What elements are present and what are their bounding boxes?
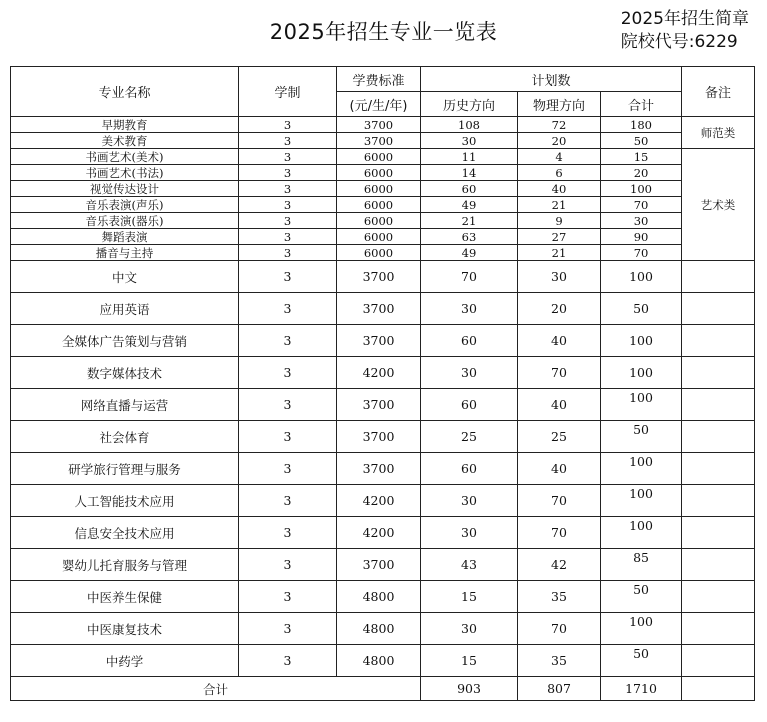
cell-fee: 3700 bbox=[337, 453, 421, 485]
cell-name: 早期教育 bbox=[11, 117, 239, 133]
cell-fee: 3700 bbox=[337, 421, 421, 453]
cell-name: 应用英语 bbox=[11, 293, 239, 325]
cell-physics: 21 bbox=[518, 245, 601, 261]
cell-name: 中文 bbox=[11, 261, 239, 293]
cell-physics: 35 bbox=[518, 581, 601, 613]
totals-row bbox=[11, 677, 755, 701]
cell-history: 11 bbox=[421, 149, 518, 165]
totals-history: 903 bbox=[421, 677, 518, 701]
cell-note bbox=[682, 517, 755, 549]
cell-years: 3 bbox=[239, 645, 337, 677]
school-code: 院校代号:6229 bbox=[620, 32, 738, 52]
cell-physics: 9 bbox=[518, 213, 601, 229]
cell-years: 3 bbox=[239, 229, 337, 245]
cell-history: 49 bbox=[421, 197, 518, 213]
cell-name: 研学旅行管理与服务 bbox=[11, 453, 239, 485]
totals-label: 合计 bbox=[11, 677, 421, 701]
cell-history: 60 bbox=[421, 325, 518, 357]
table-row bbox=[11, 389, 755, 421]
cell-fee: 4800 bbox=[337, 613, 421, 645]
cell-physics: 70 bbox=[518, 613, 601, 645]
cell-fee: 6000 bbox=[337, 245, 421, 261]
cell-history: 60 bbox=[421, 389, 518, 421]
cell-history: 14 bbox=[421, 165, 518, 181]
cell-physics: 4 bbox=[518, 149, 601, 165]
cell-physics: 27 bbox=[518, 229, 601, 245]
cell-history: 60 bbox=[421, 453, 518, 485]
note-art: 艺术类 bbox=[682, 149, 755, 261]
cell-fee: 3700 bbox=[337, 117, 421, 133]
total-value: 100 bbox=[629, 614, 653, 629]
cell-name: 播音与主持 bbox=[11, 245, 239, 261]
cell-note bbox=[682, 613, 755, 645]
cell-note bbox=[682, 325, 755, 357]
cell-total: 20 bbox=[601, 165, 682, 181]
cell-history: 49 bbox=[421, 245, 518, 261]
table-row bbox=[11, 421, 755, 453]
cell-note bbox=[682, 549, 755, 581]
cell-name: 社会体育 bbox=[11, 421, 239, 453]
table-row bbox=[11, 229, 755, 245]
table-row bbox=[11, 357, 755, 389]
cell-physics: 72 bbox=[518, 117, 601, 133]
cell-physics: 35 bbox=[518, 645, 601, 677]
table-row bbox=[11, 117, 755, 133]
cell-name: 人工智能技术应用 bbox=[11, 485, 239, 517]
cell-history: 30 bbox=[421, 357, 518, 389]
cell-note bbox=[682, 581, 755, 613]
cell-years: 3 bbox=[239, 389, 337, 421]
col-header-name: 专业名称 bbox=[11, 67, 239, 117]
table-row bbox=[11, 165, 755, 181]
total-value: 100 bbox=[629, 390, 653, 405]
cell-fee: 6000 bbox=[337, 149, 421, 165]
col-header-plan: 计划数 bbox=[421, 67, 682, 92]
table-row bbox=[11, 181, 755, 197]
cell-note bbox=[682, 453, 755, 485]
cell-total bbox=[601, 389, 682, 421]
total-value: 85 bbox=[633, 550, 649, 565]
cell-total: 100 bbox=[601, 181, 682, 197]
cell-years: 3 bbox=[239, 485, 337, 517]
cell-physics: 40 bbox=[518, 453, 601, 485]
cell-total bbox=[601, 581, 682, 613]
cell-history: 21 bbox=[421, 213, 518, 229]
table-row bbox=[11, 613, 755, 645]
total-value: 50 bbox=[633, 422, 649, 437]
cell-years: 3 bbox=[239, 181, 337, 197]
cell-name: 书画艺术(书法) bbox=[11, 165, 239, 181]
brochure-title: 2025年招生简章 bbox=[620, 9, 749, 29]
cell-fee: 3700 bbox=[337, 293, 421, 325]
total-value: 100 bbox=[629, 486, 653, 501]
table-row bbox=[11, 645, 755, 677]
cell-physics: 70 bbox=[518, 517, 601, 549]
col-header-fee-unit: (元/生/年) bbox=[337, 92, 421, 117]
col-header-years: 学制 bbox=[239, 67, 337, 117]
cell-total: 90 bbox=[601, 229, 682, 245]
cell-total bbox=[601, 549, 682, 581]
cell-total: 50 bbox=[601, 293, 682, 325]
cell-total bbox=[601, 613, 682, 645]
cell-history: 108 bbox=[421, 117, 518, 133]
cell-total: 100 bbox=[601, 261, 682, 293]
cell-fee: 6000 bbox=[337, 213, 421, 229]
cell-fee: 3700 bbox=[337, 133, 421, 149]
cell-history: 30 bbox=[421, 517, 518, 549]
cell-note bbox=[682, 261, 755, 293]
table-row bbox=[11, 325, 755, 357]
cell-total: 50 bbox=[601, 133, 682, 149]
table-row bbox=[11, 549, 755, 581]
cell-physics: 20 bbox=[518, 133, 601, 149]
cell-years: 3 bbox=[239, 149, 337, 165]
col-header-fee: 学费标准 bbox=[337, 67, 421, 92]
total-value: 100 bbox=[629, 454, 653, 469]
table-row bbox=[11, 133, 755, 149]
col-header-total: 合计 bbox=[601, 92, 682, 117]
cell-total bbox=[601, 645, 682, 677]
cell-total: 100 bbox=[601, 357, 682, 389]
cell-physics: 20 bbox=[518, 293, 601, 325]
cell-history: 30 bbox=[421, 485, 518, 517]
cell-fee: 3700 bbox=[337, 389, 421, 421]
cell-name: 舞蹈表演 bbox=[11, 229, 239, 245]
cell-fee: 4800 bbox=[337, 645, 421, 677]
page-title: 2025年招生专业一览表 bbox=[269, 20, 498, 44]
table-row bbox=[11, 485, 755, 517]
cell-fee: 3700 bbox=[337, 549, 421, 581]
header-row bbox=[11, 67, 755, 92]
total-value: 100 bbox=[629, 518, 653, 533]
cell-total: 100 bbox=[601, 325, 682, 357]
col-header-physics: 物理方向 bbox=[518, 92, 601, 117]
table-row bbox=[11, 245, 755, 261]
cell-total bbox=[601, 485, 682, 517]
cell-history: 30 bbox=[421, 133, 518, 149]
cell-years: 3 bbox=[239, 293, 337, 325]
col-header-history: 历史方向 bbox=[421, 92, 518, 117]
cell-fee: 3700 bbox=[337, 261, 421, 293]
cell-years: 3 bbox=[239, 213, 337, 229]
cell-total bbox=[601, 453, 682, 485]
cell-fee: 4800 bbox=[337, 581, 421, 613]
total-value: 50 bbox=[633, 646, 649, 661]
cell-name: 信息安全技术应用 bbox=[11, 517, 239, 549]
table-row bbox=[11, 453, 755, 485]
cell-history: 15 bbox=[421, 645, 518, 677]
cell-note bbox=[682, 293, 755, 325]
cell-note bbox=[682, 357, 755, 389]
total-value: 50 bbox=[633, 582, 649, 597]
cell-years: 3 bbox=[239, 421, 337, 453]
cell-years: 3 bbox=[239, 549, 337, 581]
cell-history: 30 bbox=[421, 293, 518, 325]
cell-physics: 6 bbox=[518, 165, 601, 181]
cell-total: 70 bbox=[601, 197, 682, 213]
cell-note bbox=[682, 677, 755, 701]
cell-years: 3 bbox=[239, 517, 337, 549]
cell-total: 70 bbox=[601, 245, 682, 261]
table-row bbox=[11, 213, 755, 229]
table-row bbox=[11, 149, 755, 165]
cell-years: 3 bbox=[239, 261, 337, 293]
cell-history: 60 bbox=[421, 181, 518, 197]
cell-years: 3 bbox=[239, 245, 337, 261]
cell-years: 3 bbox=[239, 165, 337, 181]
cell-fee: 6000 bbox=[337, 165, 421, 181]
cell-total bbox=[601, 421, 682, 453]
cell-name: 数字媒体技术 bbox=[11, 357, 239, 389]
col-header-note: 备注 bbox=[682, 67, 755, 117]
cell-history: 70 bbox=[421, 261, 518, 293]
cell-physics: 40 bbox=[518, 181, 601, 197]
cell-history: 30 bbox=[421, 613, 518, 645]
note-normal: 师范类 bbox=[682, 117, 755, 149]
cell-fee: 4200 bbox=[337, 517, 421, 549]
table-row bbox=[11, 197, 755, 213]
cell-name: 书画艺术(美术) bbox=[11, 149, 239, 165]
totals-total: 1710 bbox=[601, 677, 682, 701]
cell-name: 音乐表演(器乐) bbox=[11, 213, 239, 229]
cell-name: 音乐表演(声乐) bbox=[11, 197, 239, 213]
cell-fee: 4200 bbox=[337, 357, 421, 389]
cell-years: 3 bbox=[239, 197, 337, 213]
cell-physics: 40 bbox=[518, 389, 601, 421]
table-row bbox=[11, 293, 755, 325]
cell-total bbox=[601, 517, 682, 549]
cell-total: 180 bbox=[601, 117, 682, 133]
cell-total: 30 bbox=[601, 213, 682, 229]
cell-years: 3 bbox=[239, 325, 337, 357]
cell-fee: 6000 bbox=[337, 197, 421, 213]
cell-physics: 70 bbox=[518, 357, 601, 389]
cell-years: 3 bbox=[239, 357, 337, 389]
cell-physics: 25 bbox=[518, 421, 601, 453]
cell-note bbox=[682, 389, 755, 421]
cell-note bbox=[682, 645, 755, 677]
cell-fee: 6000 bbox=[337, 181, 421, 197]
cell-fee: 4200 bbox=[337, 485, 421, 517]
totals-physics: 807 bbox=[518, 677, 601, 701]
cell-note bbox=[682, 485, 755, 517]
cell-history: 15 bbox=[421, 581, 518, 613]
cell-fee: 3700 bbox=[337, 325, 421, 357]
cell-years: 3 bbox=[239, 453, 337, 485]
cell-history: 25 bbox=[421, 421, 518, 453]
cell-name: 视觉传达设计 bbox=[11, 181, 239, 197]
cell-years: 3 bbox=[239, 581, 337, 613]
cell-physics: 70 bbox=[518, 485, 601, 517]
cell-name: 中医养生保健 bbox=[11, 581, 239, 613]
cell-name: 中药学 bbox=[11, 645, 239, 677]
cell-name: 美术教育 bbox=[11, 133, 239, 149]
cell-physics: 21 bbox=[518, 197, 601, 213]
cell-fee: 6000 bbox=[337, 229, 421, 245]
cell-physics: 42 bbox=[518, 549, 601, 581]
cell-name: 网络直播与运营 bbox=[11, 389, 239, 421]
table-row bbox=[11, 517, 755, 549]
cell-history: 43 bbox=[421, 549, 518, 581]
cell-name: 婴幼儿托育服务与管理 bbox=[11, 549, 239, 581]
major-table bbox=[10, 66, 755, 701]
cell-physics: 40 bbox=[518, 325, 601, 357]
cell-name: 中医康复技术 bbox=[11, 613, 239, 645]
cell-years: 3 bbox=[239, 133, 337, 149]
brochure-info bbox=[621, 8, 749, 54]
cell-name: 全媒体广告策划与营销 bbox=[11, 325, 239, 357]
cell-total: 15 bbox=[601, 149, 682, 165]
cell-history: 63 bbox=[421, 229, 518, 245]
cell-years: 3 bbox=[239, 117, 337, 133]
cell-physics: 30 bbox=[518, 261, 601, 293]
cell-note bbox=[682, 421, 755, 453]
table-row bbox=[11, 581, 755, 613]
table-row bbox=[11, 261, 755, 293]
cell-years: 3 bbox=[239, 613, 337, 645]
